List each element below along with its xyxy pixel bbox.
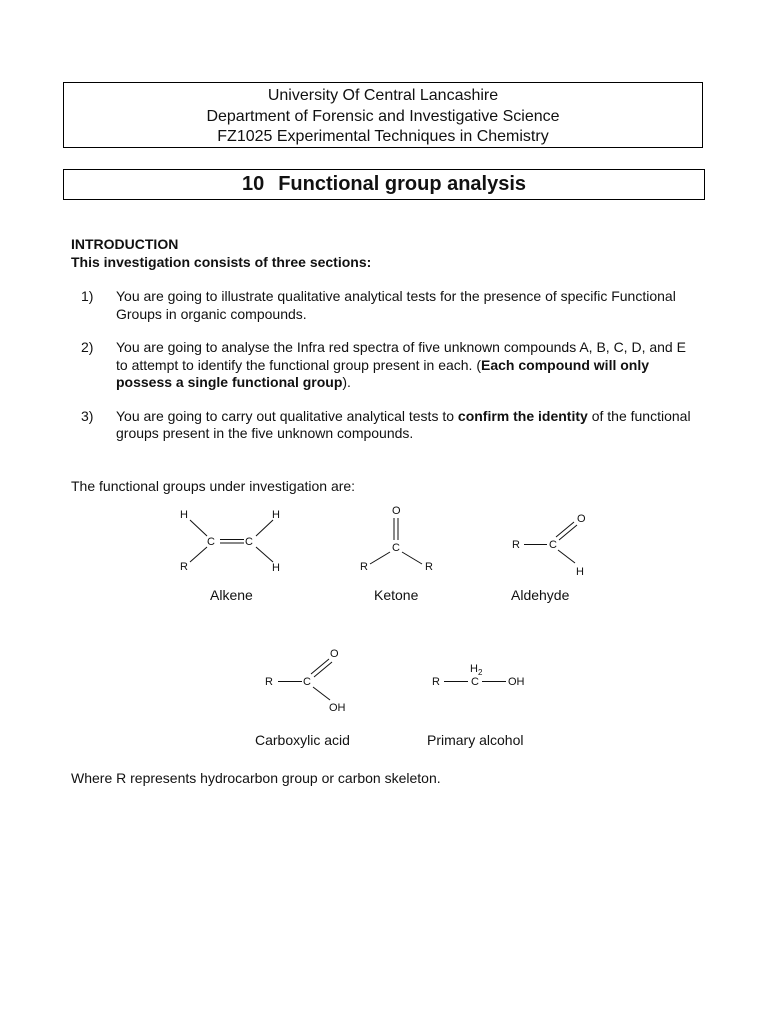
group-name-primary-alcohol: Primary alcohol xyxy=(427,732,524,748)
item-emphasis: Each compound will only possess a single functional group xyxy=(116,356,650,390)
sections-list xyxy=(71,288,701,459)
atom-label: R xyxy=(512,539,520,551)
group-name-aldehyde: Aldehyde xyxy=(511,587,570,603)
header-university: University Of Central Lancashire xyxy=(267,87,499,104)
item-text: You are going to analyse the Infra red spectra of five unknown compounds A, B, C, D, and E to attempt to identify the functional group present in each. ( xyxy=(116,339,686,373)
title-number: 10 xyxy=(241,173,265,195)
atom-label: R xyxy=(360,561,368,573)
atom-label: O xyxy=(392,505,401,517)
item-text-end: of the functional groups present in the five unknown compounds. xyxy=(116,407,691,441)
atom-label: OH xyxy=(329,702,346,714)
footnote: Where R represents hydrocarbon group or carbon skeleton. xyxy=(71,770,441,786)
group-name-ketone: Ketone xyxy=(374,587,419,603)
atom-label: R xyxy=(265,676,273,688)
item-emphasis: confirm the identity xyxy=(457,407,588,424)
atom-label: R xyxy=(425,561,433,573)
atom-subscript: 2 xyxy=(478,668,483,677)
atom-label: R xyxy=(180,561,188,573)
header-course: FZ1025 Experimental Techniques in Chemistry xyxy=(217,128,549,145)
list-item xyxy=(71,408,701,443)
item-text: You are going to illustrate qualitative analytical tests for the presence of specific Functional Groups in organic compounds. xyxy=(116,288,676,322)
item-number: 2) xyxy=(81,339,94,355)
atom-label: C xyxy=(245,536,253,548)
header-box xyxy=(63,82,703,148)
group-name-carboxylic-acid: Carboxylic acid xyxy=(255,732,350,748)
atom-label: H xyxy=(180,509,188,521)
atom-label: OH xyxy=(508,676,525,688)
atom-label: O xyxy=(577,513,586,525)
atom-label: O xyxy=(330,648,339,660)
item-number: 1) xyxy=(81,288,94,304)
functional-group-diagrams xyxy=(0,500,768,760)
atom-label: C xyxy=(392,542,400,554)
atom-label: C xyxy=(549,539,557,551)
introduction xyxy=(71,236,701,271)
atom-label: H xyxy=(272,509,280,521)
title-box xyxy=(63,169,705,200)
atom-label: H xyxy=(576,566,584,578)
list-item xyxy=(71,288,701,323)
atom-label: R xyxy=(432,676,440,688)
item-text: You are going to carry out qualitative analytical tests to xyxy=(116,407,458,424)
group-name-alkene: Alkene xyxy=(210,587,253,603)
atom-label: C xyxy=(207,536,215,548)
item-text-end: ). xyxy=(342,374,351,390)
atom-label: C xyxy=(303,676,311,688)
intro-heading: INTRODUCTION xyxy=(71,236,179,252)
list-item xyxy=(71,339,701,392)
item-number: 3) xyxy=(81,407,94,424)
page-title: Functional group analysis xyxy=(278,173,527,195)
atom-label: C xyxy=(471,676,479,688)
atom-label: H xyxy=(470,663,478,675)
groups-intro: The functional groups under investigation are: xyxy=(71,478,356,494)
atom-label: H xyxy=(272,562,280,574)
header-department: Department of Forensic and Investigative Science xyxy=(206,107,560,125)
intro-subheading: This investigation consists of three sections: xyxy=(71,253,372,270)
